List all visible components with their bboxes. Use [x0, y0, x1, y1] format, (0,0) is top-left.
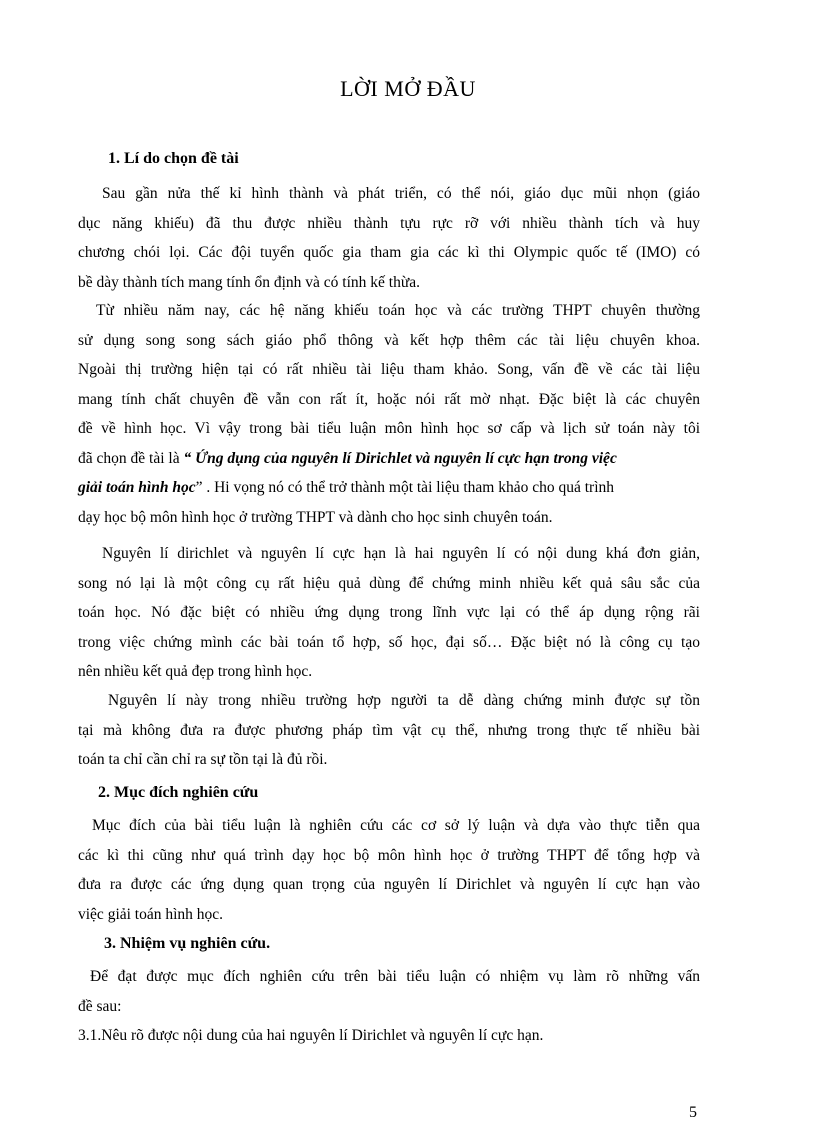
text-line: đưa ra được các ứng dụng quan trọng của nguyên lí Dirichlet và nguyên lí cực hạn vào: [78, 876, 700, 893]
text-fragment: ” . Hi vọng nó có thể trở thành một tài liệu tham khảo cho quá trình: [195, 479, 615, 496]
text-line: Nguyên lí này trong nhiều trường hợp người ta dễ dàng chứng minh được sự tồn: [108, 692, 700, 709]
page-number: 5: [689, 1104, 697, 1121]
text-line: 3.1.Nêu rõ được nội dung của hai nguyên lí Dirichlet và nguyên lí cực hạn.: [78, 1027, 544, 1044]
text-line: Mục đích của bài tiểu luận là nghiên cứu các cơ sở lý luận và dựa vào thực tiễn qua: [92, 817, 700, 834]
text-line: mang tính chất chuyên đề vẫn con rất ít, hoặc nói rất mờ nhạt. Đặc biệt là các chuyên: [78, 390, 700, 408]
paragraph-6: [78, 962, 700, 1021]
topic-title-emphasis: giải toán hình học: [78, 479, 196, 496]
text-line: Ngoài thị trường hiện tại có rất nhiều tài liệu tham khảo. Song, vấn đề về các tài liệu: [78, 361, 700, 378]
text-line: Để đạt được mục đích nghiên cứu trên bài tiểu luận có nhiệm vụ làm rõ những vấn: [90, 968, 700, 985]
paragraph-5: [78, 811, 700, 929]
text-line: [78, 473, 700, 503]
text-line: dục năng khiếu) đã thu được nhiều thành tựu rực rỡ với nhiều thành tích và huy: [78, 214, 700, 232]
text-line: đề về hình học. Vì vậy trong bài tiểu luận môn hình học sơ cấp và lịch sử toán này tôi: [78, 420, 700, 437]
section-heading-2: 2. Mục đích nghiên cứu: [98, 784, 259, 801]
text-fragment: đã chọn đề tài là: [78, 449, 180, 467]
section-heading-3: 3. Nhiệm vụ nghiên cứu.: [104, 935, 271, 952]
text-line: sử dụng song song sách giáo phổ thông và kết hợp thêm các tài liệu chuyên khoa.: [78, 331, 700, 349]
text-line: nên nhiều kết quả đẹp trong hình học.: [78, 663, 313, 680]
text-line: song nó lại là một công cụ rất hiệu quả dùng để chứng minh nhiều kết quả sâu sắc của: [78, 574, 700, 592]
text-line: Nguyên lí dirichlet và nguyên lí cực hạn là hai nguyên lí có nội dung khá đơn giản,: [102, 545, 700, 562]
text-line: tại mà không đưa ra được phương pháp tìm vật cụ thể, nhưng trong thực tế nhiều bài: [78, 721, 700, 739]
text-line: [78, 444, 700, 474]
text-line: chương chói lọi. Các đội tuyển quốc gia tham gia các kì thi Olympic quốc tế (IMO) có: [78, 244, 700, 261]
text-line: trong việc chứng mình các bài toán tổ hợp, số học, đại số… Đặc biệt nó là công cụ tạo: [78, 633, 700, 651]
text-line: dạy học bộ môn hình học ở trường THPT và dành cho học sinh chuyên toán.: [78, 508, 553, 526]
text-line: bề dày thành tích mang tính ổn định và có tính kế thừa.: [78, 273, 421, 291]
topic-title-emphasis: “ Ứng dụng của nguyên lí Dirichlet và nguyên lí cực hạn trong việc: [183, 449, 617, 467]
section-heading-1: 1. Lí do chọn đề tài: [108, 150, 239, 167]
text-line: Từ nhiều năm nay, các hệ năng khiếu toán học và các trường THPT chuyên thường: [96, 302, 700, 319]
text-line: các kì thi cũng như quá trình dạy học bộ môn hình học ở trường THPT để tổng hợp và: [78, 846, 700, 864]
paragraph-1: [78, 179, 700, 297]
text-line: Sau gần nửa thế kỉ hình thành và phát triển, có thể nói, giáo dục mũi nhọn (giáo: [102, 185, 700, 202]
paragraph-4: [78, 686, 700, 775]
list-item-3-1: [78, 1021, 700, 1051]
text-line: đề sau:: [78, 997, 122, 1015]
text-line: toán học. Nó đặc biệt có nhiều ứng dụng trong lĩnh vực lại có thể áp dụng rộng rãi: [78, 604, 700, 621]
paragraph-3: [78, 539, 700, 687]
page-title: LỜI MỞ ĐẦU: [340, 76, 476, 101]
text-line: việc giải toán hình học.: [78, 905, 224, 923]
paragraph-2: [78, 296, 700, 532]
text-line: toán ta chỉ cần chỉ ra sự tồn tại là đủ rồi.: [78, 751, 328, 768]
